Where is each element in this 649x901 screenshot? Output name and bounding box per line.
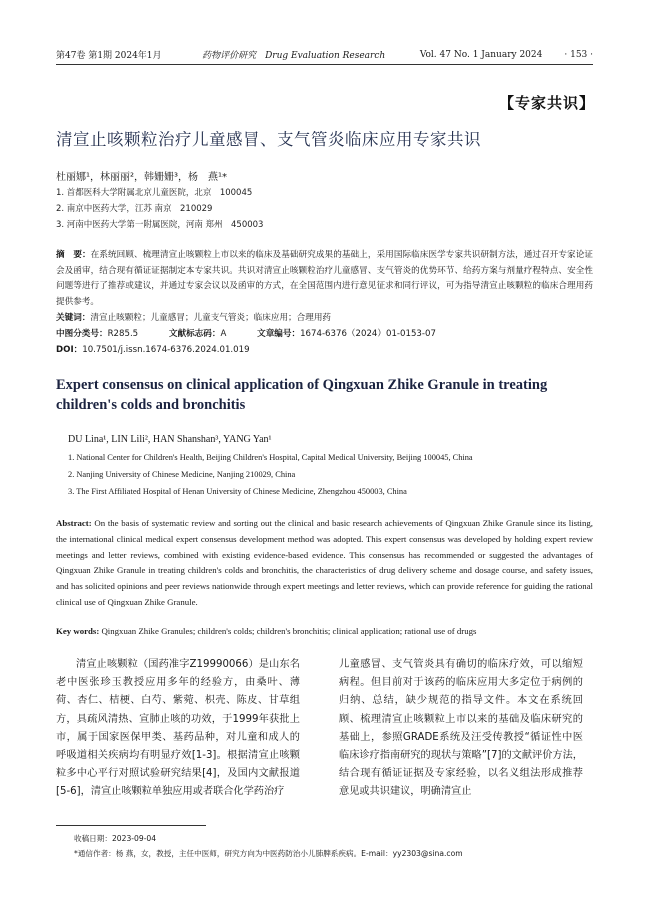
header-rule xyxy=(56,64,593,65)
en-keywords: Key words: Qingxuan Zhike Granules; children's colds; children's bronchitis; clinical application; rational use of drugs xyxy=(56,626,477,636)
page-number: · 153 · xyxy=(564,49,593,60)
cn-doi: DOI：10.7501/j.issn.1674-6376.2024.01.019 xyxy=(56,345,250,355)
journal-name xyxy=(162,48,420,61)
cn-affiliation-1: 1. 首都医科大学附属北京儿童医院，北京 100045 xyxy=(56,188,253,198)
cn-classification: 中图分类号：R285.5 文献标志码：A 文章编号：1674-6376（2024）01-0153-07 xyxy=(56,329,436,339)
corresponding-author: *通信作者：杨 燕，女，教授，主任中医师，研究方向为中医药防治小儿肺脾系疾病。E-mail：yy2303@sina.com xyxy=(74,849,463,858)
en-authors: DU Lina¹, LIN Lili², HAN Shanshan³, YANG Yan¹ xyxy=(68,434,272,445)
cn-abstract-label: 摘 要： xyxy=(56,250,91,260)
volume-info: Vol. 47 No. 1 January 2024 xyxy=(419,49,543,60)
en-title: Expert consensus on clinical application of Qingxuan Zhike Granule in treating children's colds and bronchitis xyxy=(56,377,548,413)
en-abstract-label: Abstract: xyxy=(56,518,92,528)
received-date: 收稿日期：2023-09-04 xyxy=(74,834,157,843)
journal-logo-cn: 药物评价研究 xyxy=(202,51,257,61)
cn-title: 清宣止咳颗粒治疗儿童感冒、支气管炎临床应用专家共识 xyxy=(56,130,481,149)
footnote-rule xyxy=(56,825,206,826)
cn-authors: 杜丽娜¹，林丽丽²，韩姗姗³，杨 燕¹* xyxy=(56,172,228,183)
en-affiliation-2: 2. Nanjing University of Chinese Medicine, Nanjing 210029, China xyxy=(68,470,296,479)
en-abstract-text: On the basis of systematic review and sorting out the clinical and basic research achievements of Qingxuan Zhike Granule since its listing, the international clinical medical expert consensus development method was adopted. This expert consensus was developed by holding expert review meetings and letter reviews, combined with existing evidence-based evidence. This consensus has recommended or suggested the advantages of Qingxuan Zhike Granule in treating children's colds and bronchitis, the characteristics of drug delivery scheme and dosage course, and safety issues, and has solicited opinions and peer reviews nationwide through expert meetings and letter reviews, which can provide reference for guiding the rational clinical use of Qingxuan Zhike Granule. xyxy=(56,518,593,607)
cn-abstract xyxy=(56,248,593,310)
body-column-left: 清宣止咳颗粒（国药准字Z19990066）是山东名老中医张珍玉教授应用多年的经验方，由桑叶、薄荷、杏仁、桔梗、白芍、紫菀、枳壳、陈皮、甘草组方，具疏风清热、宣肺止咳的功效，于1999年获批上市，属于国家医保甲类、基药品种，对儿童和成人的呼吸道相关疾病均有明显疗效[1-3]。根据清宣止咳颗粒多中心平行对照试验研究结果[4]，及国内文献报道[5-6]，清宣止咳颗粒单独应用或者联合化学药治疗 xyxy=(56,659,300,798)
en-affiliation-1: 1. National Center for Children's Health, Beijing Children's Hospital, Capital Medical University, Beijing 100045, China xyxy=(68,453,473,462)
journal-name-en: Drug Evaluation Research xyxy=(265,51,386,61)
running-header xyxy=(56,48,593,61)
cn-abstract-text: 在系统回顾、梳理清宣止咳颗粒上市以来的临床及基础研究成果的基础上，采用国际临床医学专家共识研制方法，通过召开专家论证会及函审，结合现有循证证据制定本专家共识。共识对清宣止咳颗粒治疗儿童感冒、支气管炎的优势环节、给药方案与剂量疗程特点、安全性问题等进行了推荐或建议，并通过专家会议以及函审的方式，在全国范围内进行意见征求和同行评议，可为指导清宣止咳颗粒的临床合理用药提供参考。 xyxy=(56,250,593,307)
cn-affiliation-2: 2. 南京中医药大学，江苏 南京 210029 xyxy=(56,204,213,214)
en-affiliation-3: 3. The First Affiliated Hospital of Henan University of Chinese Medicine, Zhengzhou 450003, China xyxy=(68,487,407,496)
cn-keywords: 关键词：清宣止咳颗粒；儿童感冒；儿童支气管炎；临床应用；合理用药 xyxy=(56,313,332,323)
cn-affiliation-3: 3. 河南中医药大学第一附属医院，河南 郑州 450003 xyxy=(56,220,264,230)
column-tag: 【专家共识】 xyxy=(498,94,595,112)
doi-link[interactable]: 10.7501/j.issn.1674-6376.2024.01.019 xyxy=(82,345,250,355)
en-abstract xyxy=(56,516,593,611)
issue-info: 第47卷 第1期 2024年1月 xyxy=(56,51,162,61)
body-column-right: 儿童感冒、支气管炎具有确切的临床疗效，可以缩短病程。但目前对于该药的临床应用大多定位于病例的归纳、总结，缺少规范的指导文件。本文在系统回顾、梳理清宣止咳颗粒上市以来的基础及临床研究的基础上，参照GRADE系统及汪受传教授“循证性中医临床诊疗指南研究的现状与策略”[7]的文献评价方法，结合现有循证证据及专家经验，以名义组法形成推荐意见或共识建议，明确清宣止 xyxy=(339,659,583,798)
